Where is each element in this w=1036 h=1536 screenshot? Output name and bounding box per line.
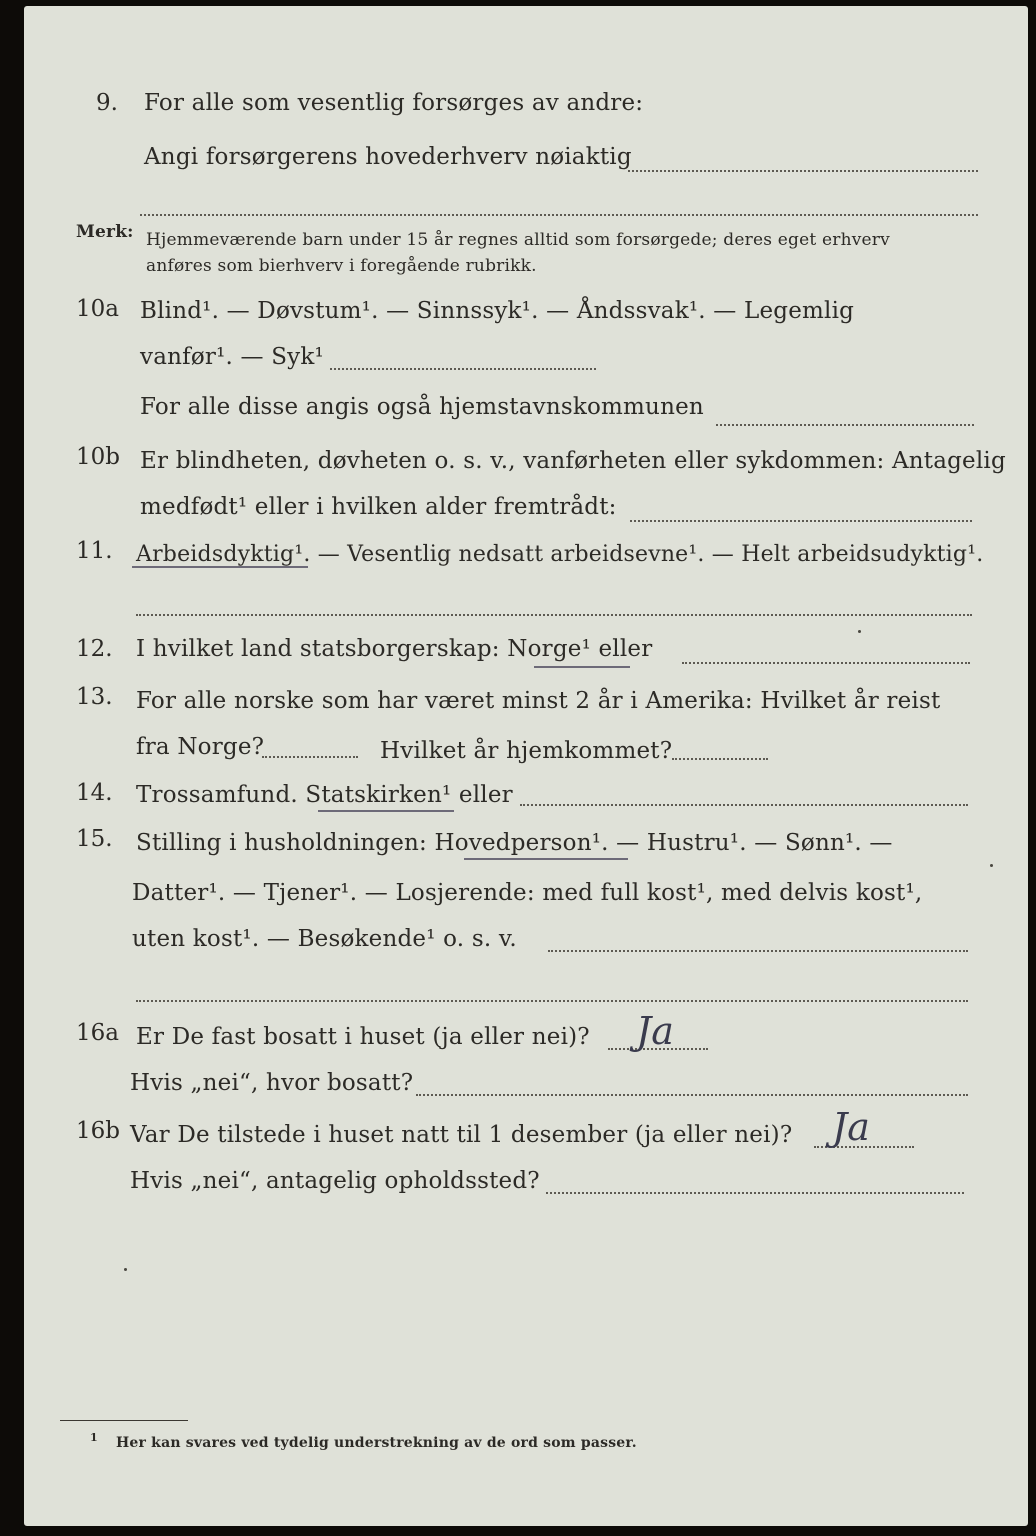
q16a-line2: Hvis „nei“, hvor bosatt?	[130, 1070, 414, 1096]
q16a-number: 16a	[76, 1020, 119, 1046]
q14-line1: Trossamfund. Statskirken¹ eller	[136, 782, 513, 808]
q10a-number: 10a	[76, 296, 119, 322]
stray-mark	[990, 864, 993, 867]
merk-line1: Hjemmeværende barn under 15 år regnes alltid som forsørgede; deres eget erhverv	[146, 230, 890, 250]
q10a-line3: For alle disse angis også hjemstavnskommunen	[140, 394, 704, 420]
q10a-line2: vanfør¹. — Syk¹	[140, 344, 324, 370]
q9-line1: For alle som vesentlig forsørges av andre:	[144, 90, 644, 116]
q15-line2: Datter¹. — Tjener¹. — Losjerende: med full kost¹, med delvis kost¹,	[132, 880, 923, 906]
q15-line1: Stilling i husholdningen: Hovedperson¹. — Hustru¹. — Sønn¹. —	[136, 830, 893, 856]
q15-number: 15.	[76, 826, 113, 852]
q10a-line1: Blind¹. — Døvstum¹. — Sinnssyk¹. — Åndssvak¹. — Legemlig	[140, 298, 855, 324]
q10b-line2: medfødt¹ eller i hvilken alder fremtrådt:	[140, 494, 617, 520]
footnote-rule	[60, 1420, 188, 1421]
merk-label: Merk:	[76, 222, 134, 242]
q15-answer-line[interactable]	[548, 950, 968, 952]
q16b-line1: Var De tilstede i huset natt til 1 desember (ja eller nei)?	[130, 1122, 793, 1148]
merk-line2: anføres som bierhverv i foregående rubrikk.	[146, 256, 537, 276]
q11-number: 11.	[76, 538, 113, 564]
q13-line2b: Hvilket år hjemkommet?	[380, 738, 673, 764]
q12-answer-line[interactable]	[682, 662, 970, 664]
q13-reist-line[interactable]	[262, 756, 358, 758]
census-form-page	[24, 6, 1028, 1526]
q11-line1: Arbeidsdyktig¹. — Vesentlig nedsatt arbeidsevne¹. — Helt arbeidsudyktig¹.	[136, 542, 984, 567]
q12-line1: I hvilket land statsborgerskap: Norge¹ eller	[136, 636, 653, 662]
q13-line2a: fra Norge?	[136, 734, 265, 760]
q16a-bosatt-line[interactable]	[416, 1094, 968, 1096]
q16b-line2: Hvis „nei“, antagelig opholdssted?	[130, 1168, 540, 1194]
q9-number: 9.	[96, 90, 118, 116]
q11-answer-line[interactable]	[136, 614, 972, 616]
q13-number: 13.	[76, 684, 113, 710]
q15-answer-line-2[interactable]	[136, 1000, 968, 1002]
q13-line1: For alle norske som har været minst 2 år i Amerika: Hvilket år reist	[136, 688, 941, 714]
q16b-opholdssted-line[interactable]	[546, 1192, 964, 1194]
q10b-number: 10b	[76, 444, 120, 470]
q16b-number: 16b	[76, 1118, 120, 1144]
q14-number: 14.	[76, 780, 113, 806]
stray-mark	[858, 630, 861, 633]
q9-answer-line-2[interactable]	[140, 214, 978, 216]
q9-answer-line[interactable]	[628, 170, 978, 172]
q11-underline-arbeidsdyktig	[132, 566, 308, 568]
q10b-answer-line[interactable]	[630, 520, 972, 522]
footnote-text: Her kan svares ved tydelig understrekning av de ord som passer.	[116, 1435, 637, 1451]
q16a-handwritten-answer: Ja	[636, 1009, 674, 1053]
q10a-syk-line[interactable]	[330, 368, 596, 370]
q12-underline-norge	[534, 666, 630, 668]
q10b-line1: Er blindheten, døvheten o. s. v., vanførheten eller sykdommen: Antagelig	[140, 448, 1006, 474]
q9-line2: Angi forsørgerens hovederhverv nøiaktig	[144, 144, 632, 170]
q15-line3: uten kost¹. — Besøkende¹ o. s. v.	[132, 926, 517, 952]
q13-hjemkommet-line[interactable]	[672, 758, 768, 760]
q15-underline-hovedperson	[464, 858, 628, 860]
q12-number: 12.	[76, 636, 113, 662]
q14-underline-statskirken	[318, 810, 454, 812]
q10a-kommune-line[interactable]	[716, 424, 974, 426]
footnote-mark: 1	[90, 1431, 98, 1444]
q16a-line1: Er De fast bosatt i huset (ja eller nei)?	[136, 1024, 590, 1050]
q16b-handwritten-answer: Ja	[832, 1105, 870, 1149]
stray-mark	[124, 1268, 127, 1271]
q14-answer-line[interactable]	[520, 804, 968, 806]
